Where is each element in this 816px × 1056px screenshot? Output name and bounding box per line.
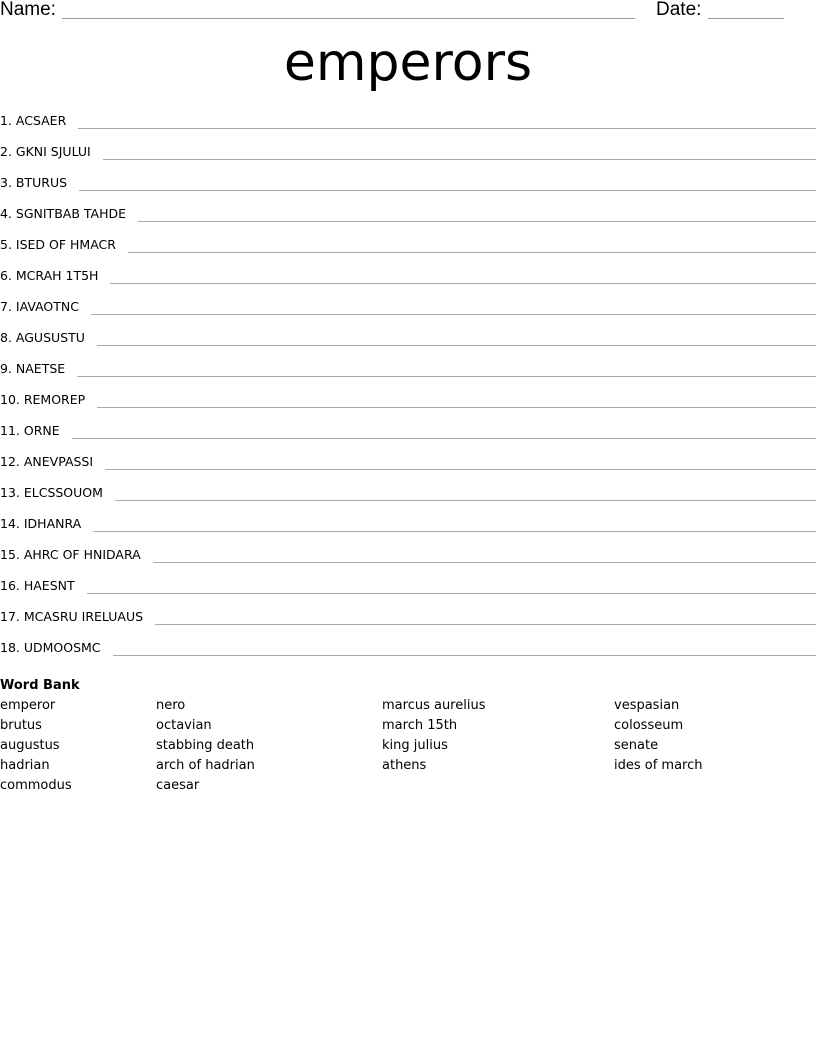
word-bank-item: brutus — [0, 718, 42, 733]
question-row — [0, 203, 816, 234]
question-row — [0, 110, 816, 141]
question-text: 13. ELCSSOUOM — [0, 485, 103, 500]
word-bank-column — [0, 696, 72, 796]
question-row — [0, 513, 816, 544]
word-bank-column — [614, 696, 703, 776]
answer-line[interactable] — [97, 389, 816, 408]
question-text: 18. UDMOOSMC — [0, 640, 101, 655]
question-text: 17. MCASRU IRELUAUS — [0, 609, 144, 624]
question-text: 6. MCRAH 1T5H — [0, 268, 99, 283]
question-row — [0, 327, 816, 358]
word-bank-item: stabbing death — [156, 738, 255, 753]
word-bank-column — [382, 696, 485, 776]
question-row — [0, 172, 816, 203]
page-title: emperors — [283, 33, 533, 93]
question-text: 2. GKNI SJULUI — [0, 144, 91, 159]
question-row — [0, 420, 816, 451]
question-row — [0, 234, 816, 265]
question-text: 4. SGNITBAB TAHDE — [0, 206, 127, 221]
answer-line[interactable] — [110, 265, 816, 284]
word-bank-item: marcus aurelius — [382, 698, 486, 713]
word-bank-item: octavian — [156, 718, 212, 733]
question-row — [0, 296, 816, 327]
answer-line[interactable] — [78, 110, 816, 129]
answer-line[interactable] — [97, 327, 816, 346]
answer-line[interactable] — [91, 296, 816, 315]
question-text: 16. HAESNT — [0, 578, 75, 593]
word-bank-item: vespasian — [614, 698, 680, 713]
answer-line[interactable] — [115, 482, 816, 501]
worksheet-header — [0, 0, 816, 22]
answer-line[interactable] — [138, 203, 816, 222]
name-label: Name: — [0, 0, 56, 20]
question-row — [0, 482, 816, 513]
word-bank-item: nero — [156, 698, 186, 713]
word-bank-item: arch of hadrian — [156, 758, 255, 773]
word-bank-item: hadrian — [0, 758, 50, 773]
answer-line[interactable] — [77, 358, 816, 377]
question-text: 12. ANEVPASSI — [0, 454, 94, 469]
answer-line[interactable] — [87, 575, 816, 594]
question-row — [0, 575, 816, 606]
word-bank-item: king julius — [382, 738, 448, 753]
question-text: 10. REMOREP — [0, 392, 86, 407]
question-row — [0, 451, 816, 482]
word-bank-item: commodus — [0, 778, 72, 793]
answer-line[interactable] — [153, 544, 816, 563]
question-text: 7. IAVAOTNC — [0, 299, 79, 314]
question-text: 1. ACSAER — [0, 113, 67, 128]
answer-line[interactable] — [72, 420, 816, 439]
word-bank-item: colosseum — [614, 718, 684, 733]
question-row — [0, 141, 816, 172]
answer-line[interactable] — [113, 637, 816, 656]
word-bank-column — [156, 696, 255, 796]
question-text: 15. AHRC OF HNIDARA — [0, 547, 141, 562]
word-bank-item: augustus — [0, 738, 60, 753]
word-bank-item: athens — [382, 758, 427, 773]
question-row — [0, 544, 816, 575]
date-label: Date: — [656, 0, 702, 20]
word-bank-item: march 15th — [382, 718, 458, 733]
date-field-line[interactable] — [708, 18, 784, 19]
question-text: 14. IDHANRA — [0, 516, 82, 531]
word-bank-item: senate — [614, 738, 659, 753]
answer-line[interactable] — [93, 513, 816, 532]
question-text: 5. ISED OF HMACR — [0, 237, 116, 252]
word-bank-title: Word Bank — [0, 678, 80, 693]
answer-line[interactable] — [103, 141, 816, 160]
question-row — [0, 358, 816, 389]
name-field-line[interactable] — [62, 18, 635, 19]
question-list — [0, 110, 816, 668]
question-text: 11. ORNE — [0, 423, 60, 438]
answer-line[interactable] — [105, 451, 816, 470]
question-row — [0, 606, 816, 637]
question-row — [0, 637, 816, 668]
question-text: 3. BTURUS — [0, 175, 68, 190]
answer-line[interactable] — [155, 606, 816, 625]
question-text: 8. AGUSUSTU — [0, 330, 85, 345]
word-bank-item: ides of march — [614, 758, 703, 773]
answer-line[interactable] — [79, 172, 816, 191]
answer-line[interactable] — [128, 234, 816, 253]
question-row — [0, 265, 816, 296]
question-text: 9. NAETSE — [0, 361, 66, 376]
word-bank-item: caesar — [156, 778, 200, 793]
word-bank-item: emperor — [0, 698, 56, 713]
question-row — [0, 389, 816, 420]
